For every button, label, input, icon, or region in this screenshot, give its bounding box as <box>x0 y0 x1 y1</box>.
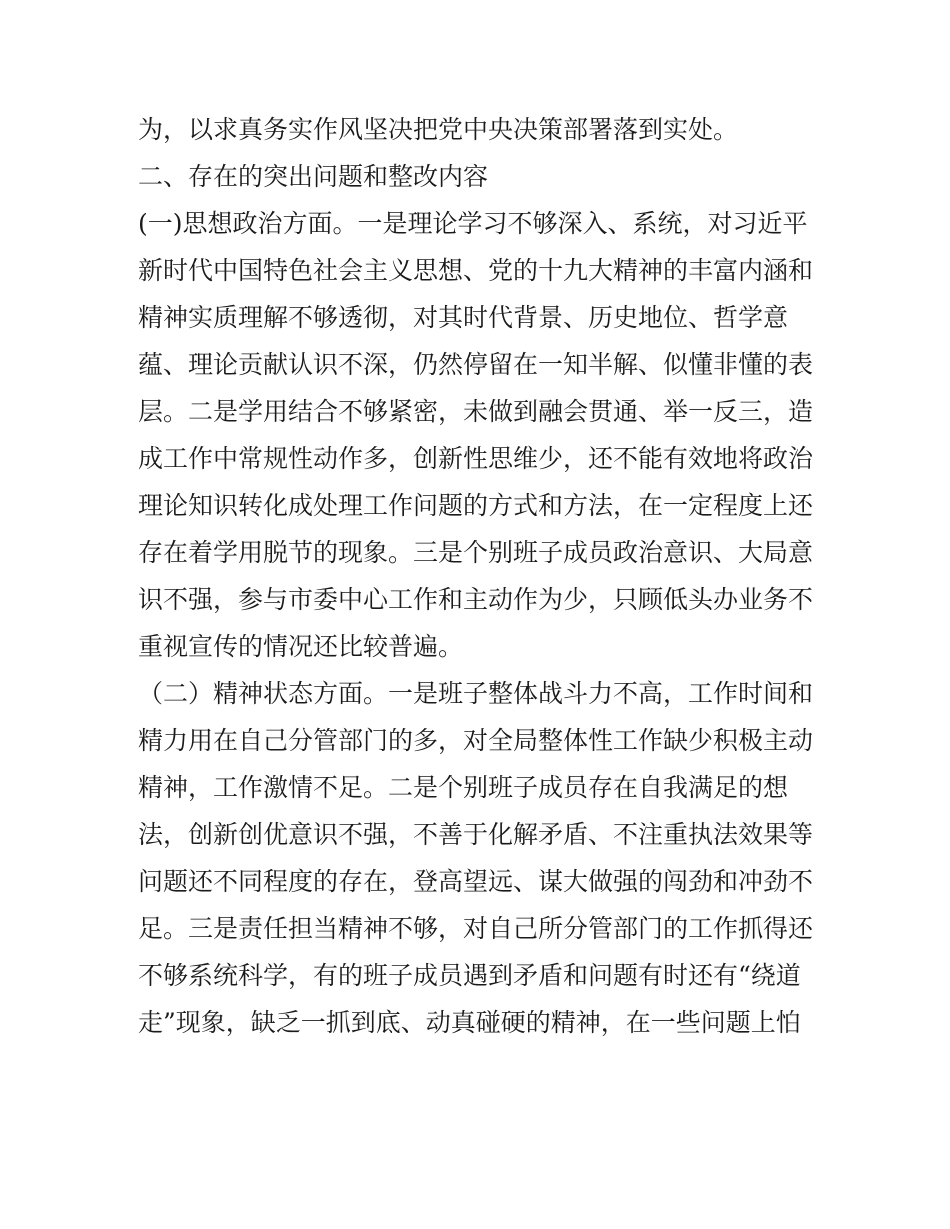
text-line: 走”现象，缺乏一抓到底、动真碰硬的精神，在一些问题上怕 <box>138 1008 801 1037</box>
text-line: 成工作中常规性动作多，创新性思维少，还不能有效地将政治 <box>138 444 814 473</box>
section-heading: 二、存在的突出问题和整改内容 <box>138 162 489 191</box>
text-line: 新时代中国特色社会主义思想、党的十九大精神的丰富内涵和 <box>138 256 814 285</box>
text-line: （二）精神状态方面。一是班子整体战斗力不高，工作时间和 <box>138 679 814 708</box>
text-line: 法，创新创优意识不强，不善于化解矛盾、不注重执法效果等 <box>138 820 814 849</box>
text-line: 理论知识转化成处理工作问题的方式和方法，在一定程度上还 <box>138 491 814 520</box>
text-line: 问题还不同程度的存在，登高望远、谋大做强的闯劲和冲劲不 <box>138 867 814 896</box>
text-line: 足。三是责任担当精神不够，对自己所分管部门的工作抓得还 <box>138 914 814 943</box>
text-line: 存在着学用脱节的现象。三是个别班子成员政治意识、大局意 <box>138 538 814 567</box>
text-line: (一)思想政治方面。一是理论学习不够深入、系统，对习近平 <box>138 209 808 238</box>
text-line: 精神实质理解不够透彻，对其时代背景、历史地位、哲学意 <box>138 303 789 332</box>
text-line: 为，以求真务实作风坚决把党中央决策部署落到实处。 <box>138 115 739 144</box>
text-line: 蕴、理论贡献认识不深，仍然停留在一知半解、似懂非懂的表 <box>138 350 814 379</box>
document-body-text <box>138 106 818 1046</box>
text-line: 识不强，参与市委中心工作和主动作为少，只顾低头办业务不 <box>138 585 814 614</box>
text-line: 层。二是学用结合不够紧密，未做到融会贯通、举一反三，造 <box>138 397 814 426</box>
text-line: 精神，工作激情不足。二是个别班子成员存在自我满足的想 <box>138 773 789 802</box>
text-line: 精力用在自己分管部门的多，对全局整体性工作缺少积极主动 <box>138 726 814 755</box>
text-line: 重视宣传的情况还比较普遍。 <box>138 632 464 661</box>
text-line: 不够系统科学，有的班子成员遇到矛盾和问题有时还有“绕道 <box>138 961 801 990</box>
